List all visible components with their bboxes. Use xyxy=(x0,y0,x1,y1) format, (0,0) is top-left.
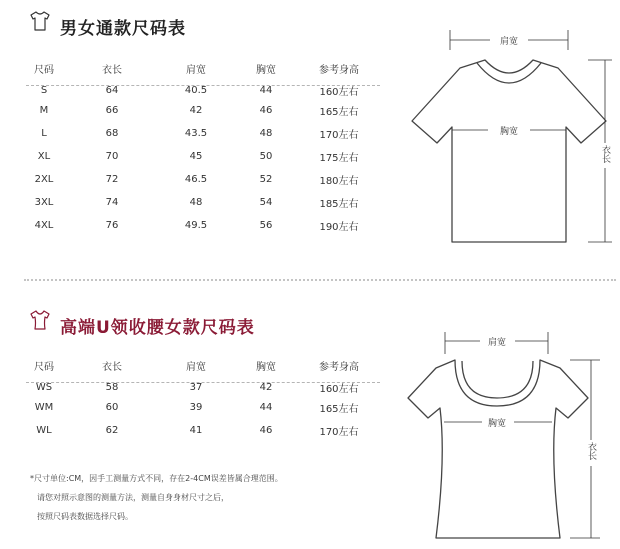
table-cell: S xyxy=(40,85,48,96)
column-header: 衣长 xyxy=(102,64,122,76)
men-shoulder-label: 肩宽 xyxy=(499,37,519,47)
measurement-note xyxy=(30,469,400,526)
table-cell: 76 xyxy=(105,220,119,231)
table-cell: 160左右 xyxy=(319,87,359,98)
table-header-row xyxy=(26,357,376,373)
column-header: 肩宽 xyxy=(186,64,206,76)
table-cell: 46 xyxy=(259,425,273,436)
table-row xyxy=(26,99,376,122)
table-cell: 4XL xyxy=(34,220,54,231)
table-cell: 49.5 xyxy=(184,220,208,231)
table-cell: XL xyxy=(37,151,51,162)
column-header: 衣长 xyxy=(102,361,122,373)
table-cell: 3XL xyxy=(34,197,54,208)
table-cell: 175左右 xyxy=(319,153,359,164)
table-cell: 44 xyxy=(259,402,273,413)
table-cell: 48 xyxy=(189,197,203,208)
table-cell: 60 xyxy=(105,402,119,413)
table-cell: 62 xyxy=(105,425,119,436)
table-cell: 165左右 xyxy=(319,404,359,415)
table-row xyxy=(26,76,376,99)
men-header-divider xyxy=(26,85,380,86)
column-header: 尺码 xyxy=(34,64,54,76)
table-cell: 39 xyxy=(189,402,203,413)
column-header: 胸宽 xyxy=(256,361,276,373)
table-cell: 54 xyxy=(259,197,273,208)
table-cell: 64 xyxy=(105,85,119,96)
table-cell: 41 xyxy=(189,425,203,436)
table-cell: 68 xyxy=(105,128,119,139)
table-cell: WL xyxy=(36,425,52,436)
table-cell: 44 xyxy=(259,85,273,96)
women-size-chart-title: 高端U领收腰女款尺码表 xyxy=(60,318,255,338)
table-cell: 160左右 xyxy=(319,384,359,395)
table-row xyxy=(26,191,376,214)
table-cell: 185左右 xyxy=(319,199,359,210)
table-cell: 40.5 xyxy=(184,85,208,96)
table-cell: 180左右 xyxy=(319,176,359,187)
table-cell: 165左右 xyxy=(319,107,359,118)
column-header: 参考身高 xyxy=(319,64,359,76)
table-row xyxy=(26,419,376,442)
men-size-chart-title: 男女通款尺码表 xyxy=(60,19,186,39)
table-cell: 190左右 xyxy=(319,222,359,233)
table-cell: L xyxy=(41,128,47,139)
men-table-body xyxy=(26,76,376,237)
table-cell: 37 xyxy=(189,382,203,393)
men-length-label: 衣长 xyxy=(600,145,610,163)
women-tshirt-outline-icon xyxy=(28,308,52,332)
table-cell: 48 xyxy=(259,128,273,139)
table-cell: 52 xyxy=(259,174,273,185)
table-row xyxy=(26,145,376,168)
women-length-label: 衣长 xyxy=(586,442,596,460)
women-chest-label: 胸宽 xyxy=(487,419,507,429)
table-row xyxy=(26,396,376,419)
table-cell: WS xyxy=(35,382,53,393)
table-cell: 170左右 xyxy=(319,130,359,141)
table-cell: 74 xyxy=(105,197,119,208)
note-line: 请您对照示意图的测量方法，测量自身身材尺寸之后， xyxy=(37,493,229,502)
women-tshirt-measure-diagram xyxy=(400,328,615,546)
table-row xyxy=(26,373,376,396)
column-header: 肩宽 xyxy=(186,361,206,373)
men-size-table xyxy=(26,60,376,237)
table-cell: 46.5 xyxy=(184,174,208,185)
table-cell: 56 xyxy=(259,220,273,231)
section-divider xyxy=(24,279,616,281)
column-header: 尺码 xyxy=(34,361,54,373)
table-cell: 43.5 xyxy=(184,128,208,139)
table-cell: 58 xyxy=(105,382,119,393)
men-chest-label: 胸宽 xyxy=(499,127,519,137)
table-cell: 70 xyxy=(105,151,119,162)
women-table-body xyxy=(26,373,376,442)
women-header-divider xyxy=(26,382,380,383)
column-header: 胸宽 xyxy=(256,64,276,76)
table-cell: M xyxy=(39,105,49,116)
table-cell: 170左右 xyxy=(319,427,359,438)
women-shoulder-label: 肩宽 xyxy=(487,338,507,348)
table-cell: 42 xyxy=(189,105,203,116)
table-cell: 42 xyxy=(259,382,273,393)
table-row xyxy=(26,122,376,145)
table-cell: WM xyxy=(34,402,54,413)
table-cell: 50 xyxy=(259,151,273,162)
table-row xyxy=(26,214,376,237)
column-header: 参考身高 xyxy=(319,361,359,373)
women-size-table xyxy=(26,357,376,442)
note-line: *尺寸单位:CM，因手工测量方式不同，存在2-4CM误差皆属合理范围。 xyxy=(30,474,283,483)
men-tshirt-measure-diagram xyxy=(400,28,615,248)
table-header-row xyxy=(26,60,376,76)
table-cell: 46 xyxy=(259,105,273,116)
note-line: 按照尺码表数据选择尺码。 xyxy=(37,512,133,521)
tshirt-outline-icon xyxy=(28,9,52,33)
table-cell: 2XL xyxy=(34,174,54,185)
table-cell: 72 xyxy=(105,174,119,185)
table-cell: 66 xyxy=(105,105,119,116)
table-row xyxy=(26,168,376,191)
table-cell: 45 xyxy=(189,151,203,162)
